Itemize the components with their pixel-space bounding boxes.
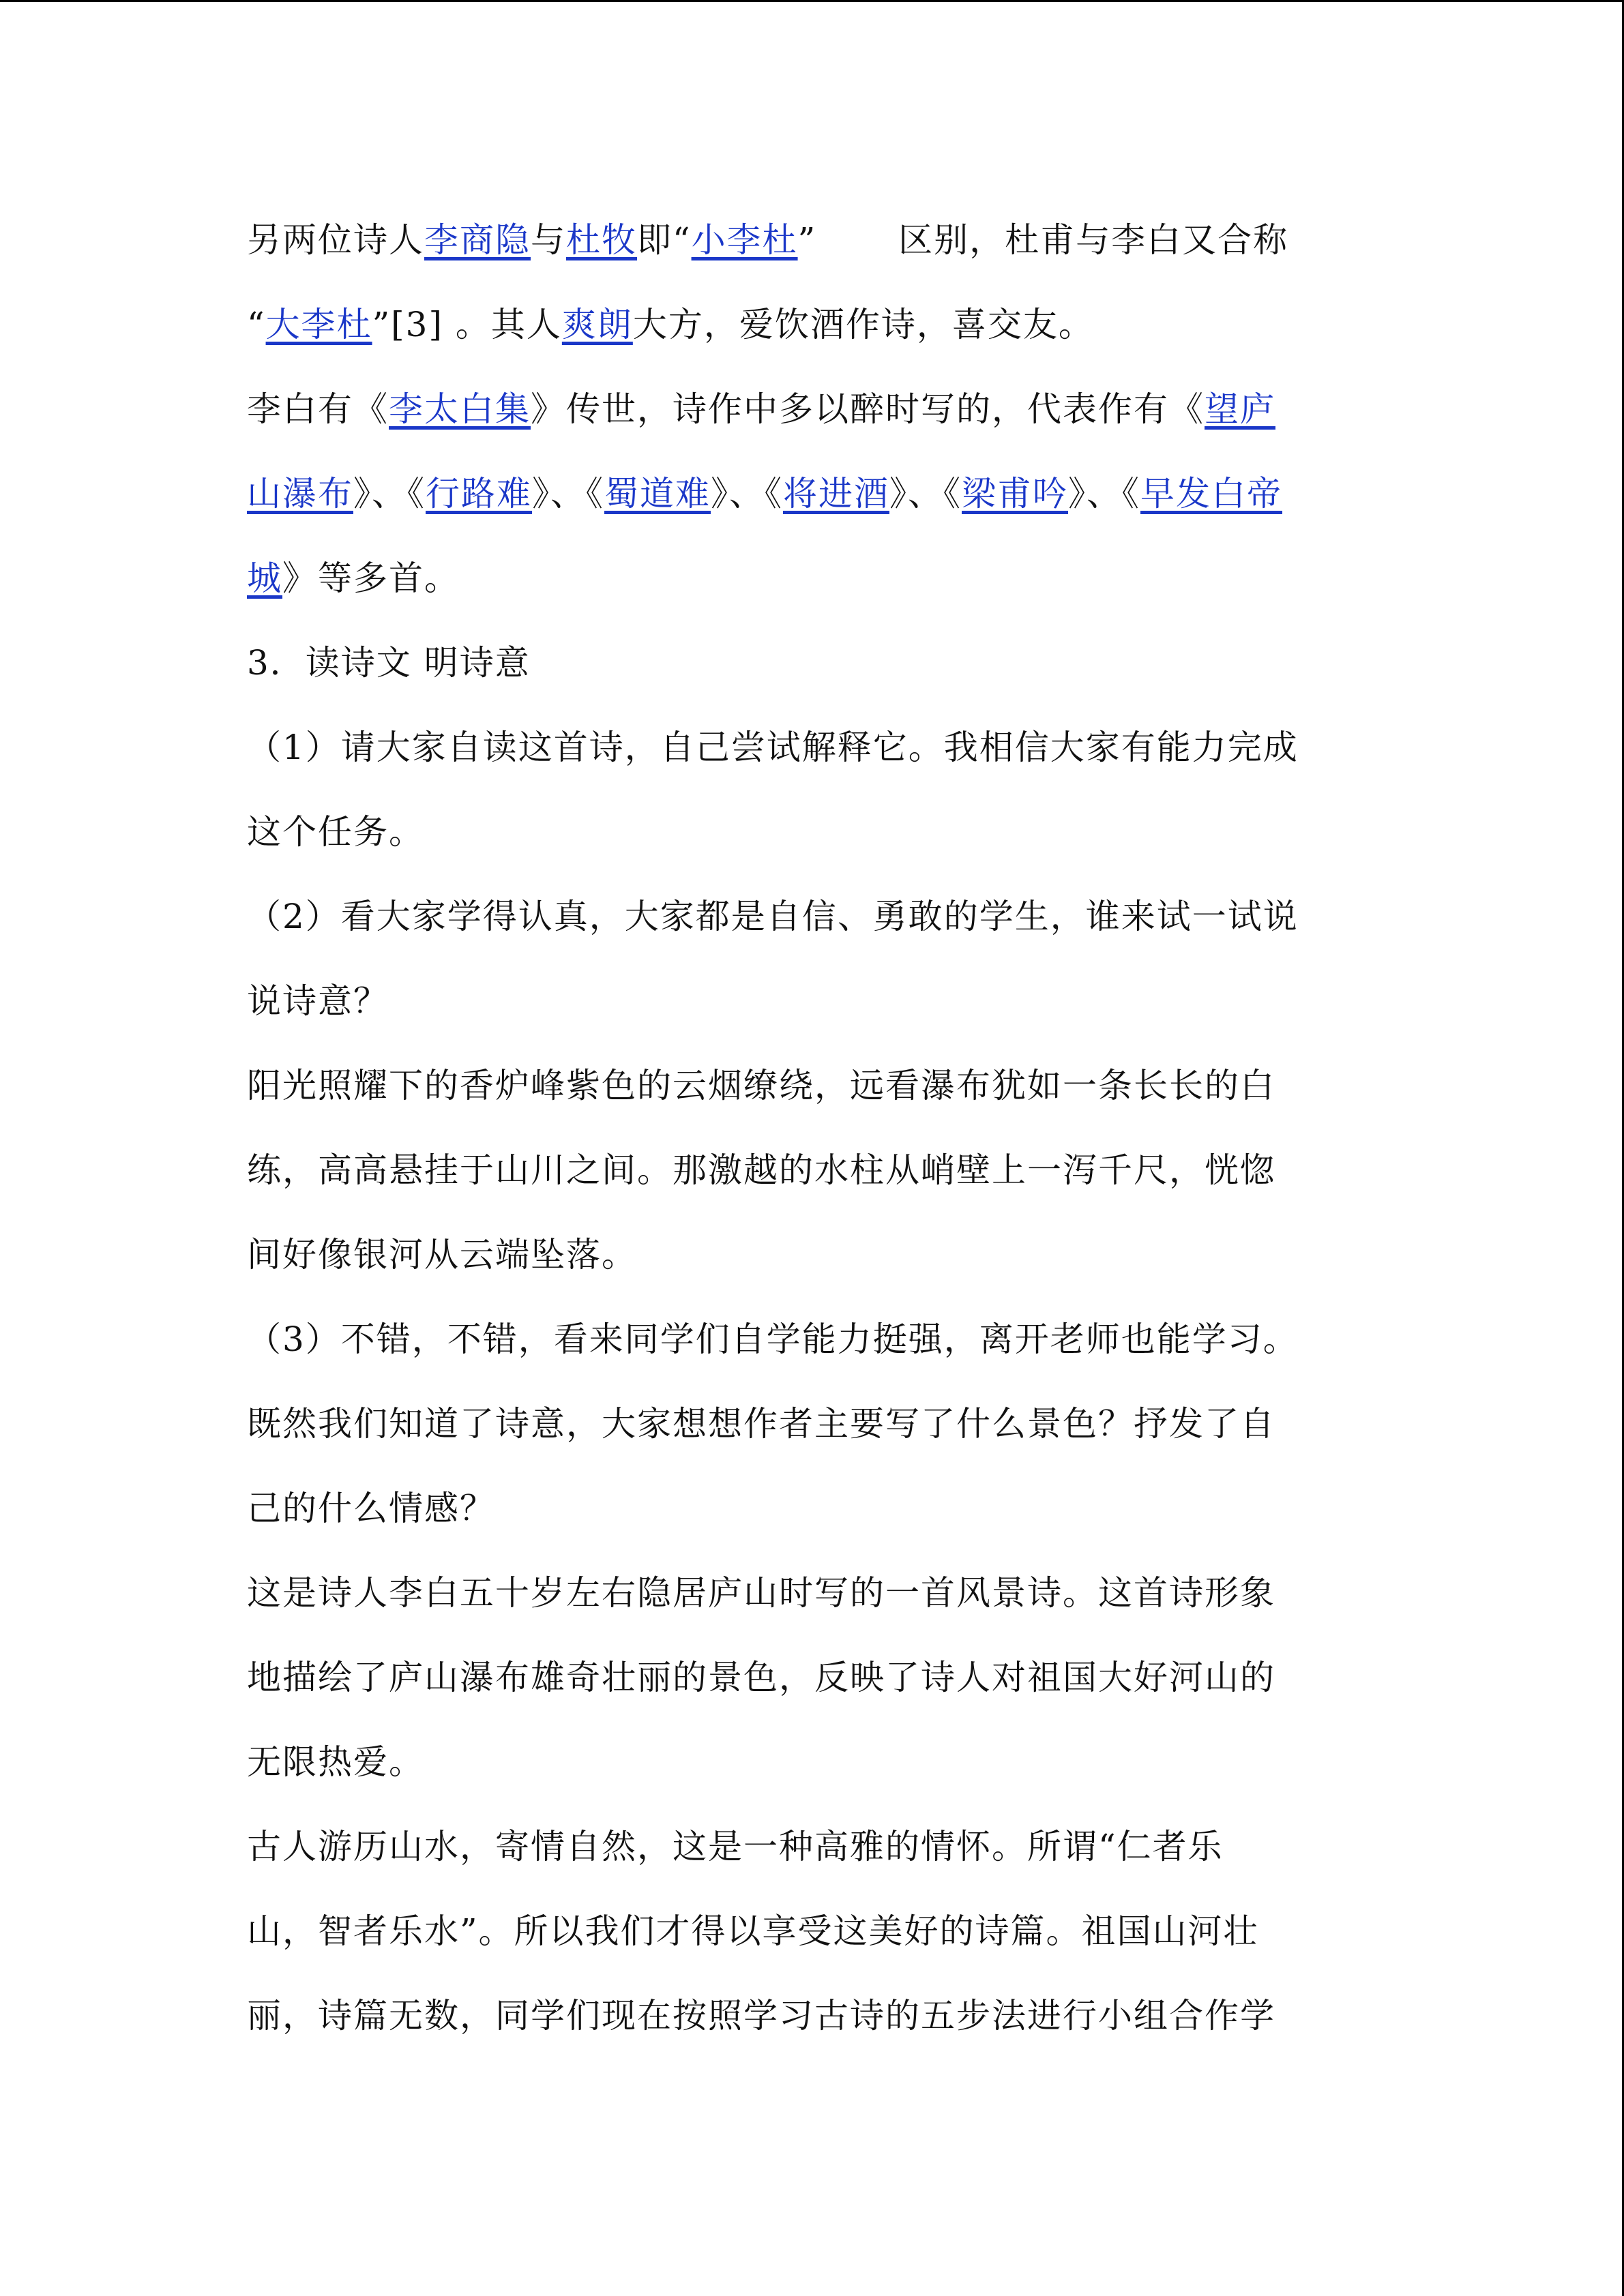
text-segment: 》、《	[532, 474, 604, 513]
text-line	[247, 536, 1386, 621]
hyperlink[interactable]: 行路难	[426, 474, 532, 513]
text-line	[247, 1128, 1386, 1212]
hyperlink[interactable]: 梁甫吟	[962, 474, 1068, 513]
hyperlink[interactable]: 小李杜	[691, 220, 798, 260]
document-body	[247, 198, 1386, 2058]
text-segment: 间好像银河从云端坠落。	[247, 1235, 637, 1274]
hyperlink[interactable]: 早发白帝	[1140, 474, 1282, 513]
hyperlink[interactable]: 山瀑布	[247, 474, 353, 513]
text-segment: 》、《	[353, 474, 426, 513]
hyperlink[interactable]: 爽朗	[561, 305, 633, 344]
text-line	[247, 1804, 1386, 1889]
text-line	[247, 959, 1386, 1043]
text-segment: 这个任务。	[247, 812, 424, 852]
text-segment: 山，智者乐水”。所以我们才得以享受这美好的诗篇。祖国山河壮	[247, 1911, 1259, 1951]
text-line	[247, 705, 1386, 790]
text-segment: 》、《	[1068, 474, 1140, 513]
text-segment: 》等多首。	[282, 558, 460, 598]
text-line	[247, 367, 1386, 451]
text-segment: 丽，诗篇无数，同学们现在按照学习古诗的五步法进行小组合作学	[247, 1996, 1275, 2036]
text-line	[247, 282, 1386, 367]
text-segment: 区别，杜甫与李白又合称	[898, 220, 1289, 260]
text-line	[247, 790, 1386, 874]
text-line	[247, 874, 1386, 959]
hyperlink[interactable]: 蜀道难	[604, 474, 711, 513]
text-segment: 己的什么情感？	[247, 1489, 495, 1528]
text-segment: 与	[531, 220, 566, 260]
text-segment: 即“	[637, 220, 692, 260]
text-line	[247, 1212, 1386, 1297]
text-segment: 阳光照耀下的香炉峰紫色的云烟缭绕，远看瀑布犹如一条长长的白	[247, 1066, 1275, 1105]
text-segment: 既然我们知道了诗意，大家想想作者主要写了什么景色？抒发了自	[247, 1404, 1275, 1444]
text-segment: ”	[797, 220, 817, 260]
text-segment: 》、《	[889, 474, 962, 513]
hyperlink[interactable]: 李太白集	[389, 389, 531, 429]
hyperlink[interactable]: 杜牧	[566, 220, 637, 260]
hyperlink[interactable]: 将进酒	[783, 474, 889, 513]
text-line	[247, 451, 1386, 536]
text-segment: （2）看大家学得认真，大家都是自信、勇敢的学生，谁来试一试说	[247, 897, 1299, 936]
hyperlink[interactable]: 大李杜	[265, 305, 372, 344]
text-line	[247, 1720, 1386, 1804]
text-segment: 地描绘了庐山瀑布雄奇壮丽的景色，反映了诗人对祖国大好河山的	[247, 1658, 1275, 1697]
text-segment: 无限热爱。	[247, 1742, 424, 1782]
text-segment: （3）不错，不错，看来同学们自学能力挺强，离开老师也能学习。	[247, 1320, 1299, 1359]
text-segment: 》传世，诗作中多以醉时写的，代表作有《	[531, 389, 1205, 429]
text-line	[247, 1043, 1386, 1128]
text-line	[247, 1635, 1386, 1720]
hyperlink[interactable]: 望庐	[1205, 389, 1275, 429]
text-segment: 大方，爱饮酒作诗，喜交友。	[632, 305, 1094, 344]
text-line	[247, 1466, 1386, 1551]
text-segment: “	[247, 305, 266, 344]
hyperlink[interactable]: 城	[247, 558, 282, 598]
text-segment: 3．读诗文 明诗意	[247, 643, 531, 683]
text-segment: 古人游历山水，寄情自然，这是一种高雅的情怀。所谓“仁者乐	[247, 1827, 1224, 1866]
text-line	[247, 1382, 1386, 1466]
text-line	[247, 198, 1386, 282]
text-segment: 李白有《	[247, 389, 389, 429]
text-segment: 练，高高悬挂于山川之间。那激越的水柱从峭壁上一泻千尺，恍惚	[247, 1150, 1275, 1190]
text-line	[247, 1297, 1386, 1382]
text-segment: 另两位诗人	[247, 220, 424, 260]
text-line	[247, 1889, 1386, 1973]
text-line	[247, 621, 1386, 705]
text-line	[247, 1551, 1386, 1635]
text-segment: （1）请大家自读这首诗，自己尝试解释它。我相信大家有能力完成	[247, 728, 1299, 767]
text-segment: 》、《	[711, 474, 783, 513]
text-segment: 说诗意？	[247, 981, 389, 1021]
text-segment: 这是诗人李白五十岁左右隐居庐山时写的一首风景诗。这首诗形象	[247, 1573, 1275, 1613]
page-top-border	[0, 0, 1624, 2]
text-line	[247, 1973, 1386, 2058]
text-segment: ”[3] 。其人	[372, 305, 562, 344]
hyperlink[interactable]: 李商隐	[424, 220, 531, 260]
